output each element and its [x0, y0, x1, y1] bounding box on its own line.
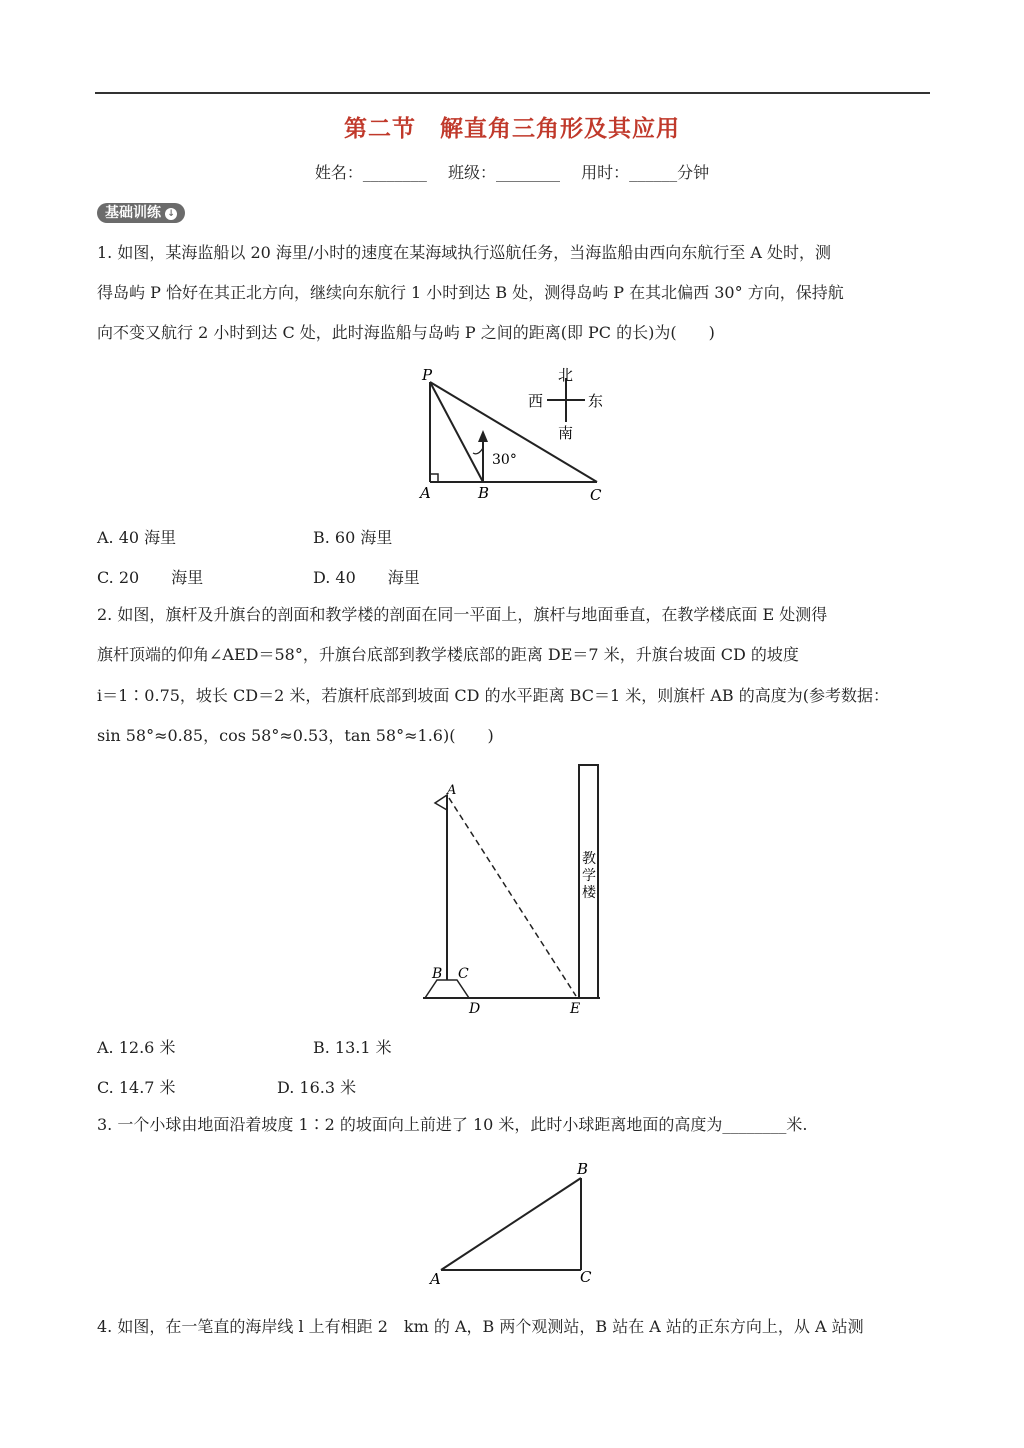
- q1-line-1: 1. 如图，某海监船以 20 海里/小时的速度在某海域执行巡航任务，当海监船由西向东航行至 A 处时，测: [97, 243, 832, 262]
- section-badge: [97, 203, 185, 223]
- section-badge-label: 基础训练: [105, 205, 161, 221]
- building-char-1: 教: [582, 851, 596, 867]
- download-icon: ↓: [165, 208, 177, 220]
- page-title: 第二节 解直角三角形及其应用: [344, 115, 680, 142]
- q1-option-a: A. 40 海里: [97, 528, 177, 547]
- q1-figure: [410, 360, 640, 510]
- label-b: B: [478, 484, 490, 502]
- top-rule: [95, 92, 930, 94]
- q1-option-d: D. 40 海里: [313, 568, 420, 587]
- q3-line: 3. 一个小球由地面沿着坡度 1∶2 的坡面向上前进了 10 米，此时小球距离地面的高度为________米.: [97, 1115, 808, 1134]
- q2-figure: [415, 758, 615, 1020]
- q1-option-c: C. 20 海里: [97, 568, 204, 587]
- label-angle: 30°: [492, 452, 517, 468]
- class-field: 班级：________: [447, 163, 560, 182]
- compass-north: 北: [558, 366, 574, 384]
- compass-west: 西: [528, 392, 544, 410]
- label-c: C: [590, 486, 602, 504]
- student-info: [0, 160, 1024, 183]
- q1-line-3: 向不变又航行 2 小时到达 C 处，此时海监船与岛屿 P 之间的距离(即 PC 的长)为( ): [97, 323, 715, 342]
- compass-east: 东: [588, 392, 604, 410]
- q2-line-3: i＝1∶0.75，坡长 CD＝2 米，若旗杆底部到坡面 CD 的水平距离 BC＝1 米，则旗杆 AB 的高度为(参考数据：: [97, 686, 889, 705]
- north-arrow-head: [478, 430, 488, 442]
- platform: [425, 980, 469, 998]
- q2-line-1: 2. 如图，旗杆及升旗台的剖面和教学楼的剖面在同一平面上，旗杆与地面垂直，在教学楼底面 E 处测得: [97, 605, 828, 624]
- label-e: E: [570, 1001, 581, 1017]
- time-field: 用时：______分钟: [581, 163, 710, 182]
- label-a: A: [447, 783, 457, 798]
- q1-line-2: 得岛屿 P 恰好在其正北方向，继续向东航行 1 小时到达 B 处，测得岛屿 P 在其北偏西 30° 方向，保持航: [97, 283, 844, 302]
- building-char-3: 楼: [582, 885, 596, 901]
- flag: [435, 795, 447, 810]
- label-c: C: [580, 1268, 592, 1286]
- angle-arc: [473, 448, 483, 454]
- label-a: A: [430, 1270, 441, 1288]
- q2-option-b: B. 13.1 米: [313, 1038, 392, 1057]
- label-p: P: [422, 366, 433, 384]
- label-d: D: [469, 1001, 481, 1017]
- label-a: A: [420, 484, 431, 502]
- q2-line-2: 旗杆顶端的仰角∠AED＝58°，升旗台底部到教学楼底部的距离 DE＝7 米，升旗台坡面 CD 的坡度: [97, 645, 799, 664]
- q1-option-b: B. 60 海里: [313, 528, 393, 547]
- line-ab: [441, 1178, 581, 1270]
- label-b: B: [432, 966, 443, 982]
- q2-option-a: A. 12.6 米: [97, 1038, 176, 1057]
- q2-line-4: sin 58°≈0.85，cos 58°≈0.53，tan 58°≈1.6)( ): [97, 726, 494, 745]
- building-char-2: 学: [582, 868, 596, 884]
- q2-option-c: C. 14.7 米: [97, 1078, 176, 1097]
- compass-south: 南: [558, 424, 574, 442]
- label-b: B: [577, 1160, 589, 1178]
- right-angle-mark: [430, 474, 438, 482]
- name-field: 姓名：________: [314, 163, 427, 182]
- q4-line: 4. 如图，在一笔直的海岸线 l 上有相距 2 km 的 A，B 两个观测站，B 站在 A 站的正东方向上，从 A 站测: [97, 1317, 864, 1336]
- q3-figure: [425, 1158, 605, 1288]
- label-c: C: [458, 966, 469, 982]
- q2-option-d: D. 16.3 米: [277, 1078, 357, 1097]
